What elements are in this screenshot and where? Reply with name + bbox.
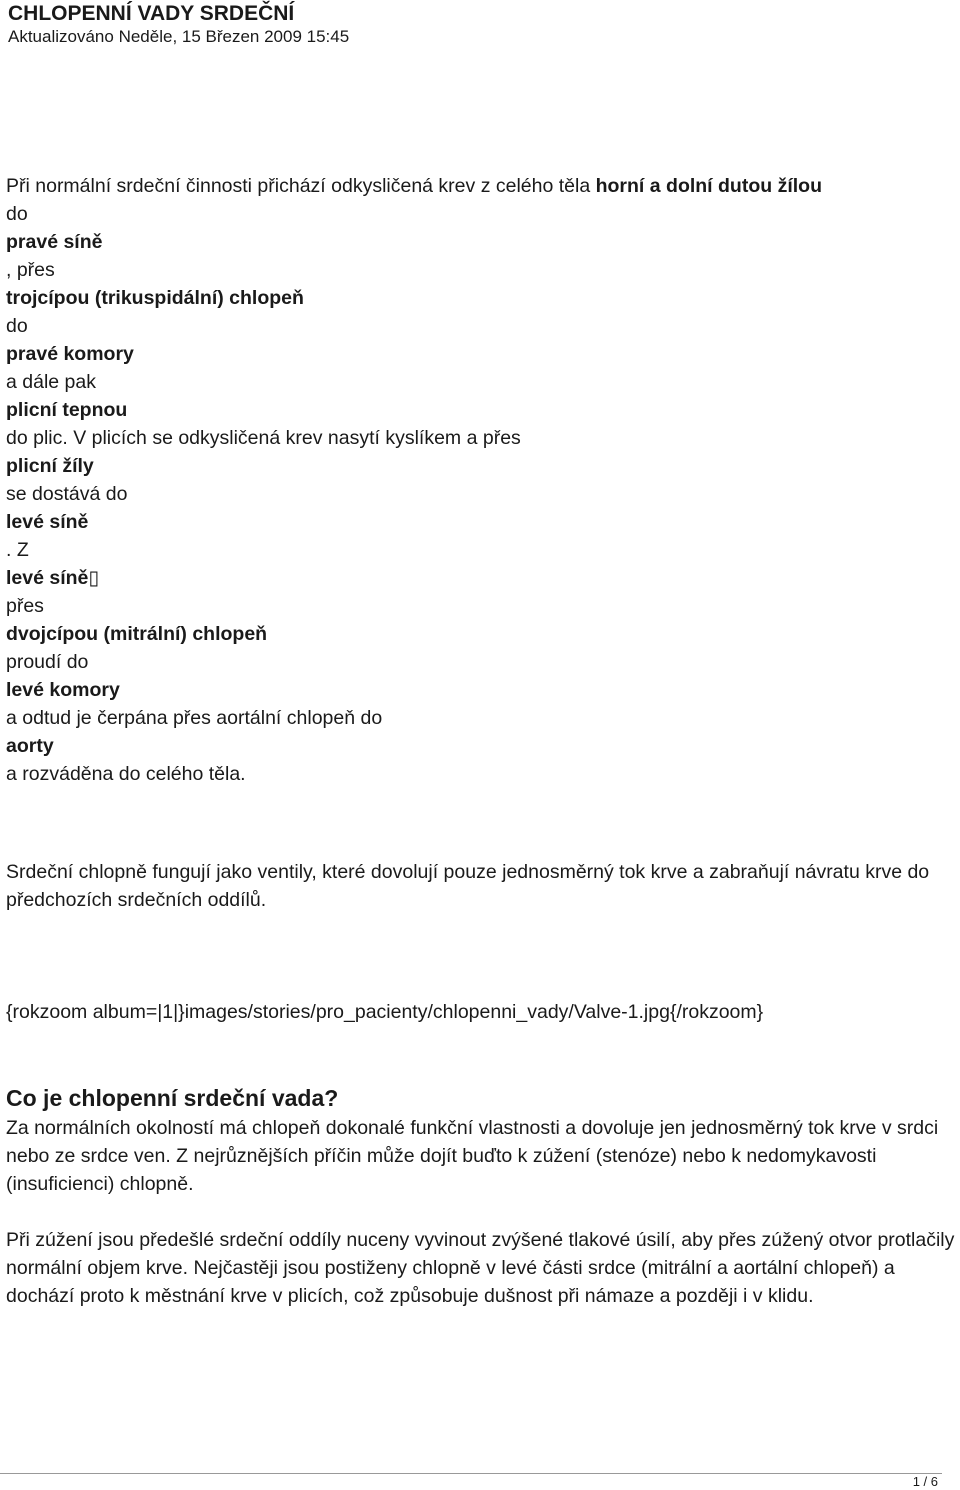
flow-line-10: do plic. V plicích se odkysličená krev nasytí kyslíkem a přes — [6, 427, 521, 449]
footer-divider — [0, 1473, 942, 1474]
flow-line-4: , přes — [6, 259, 55, 281]
document-header — [8, 2, 349, 48]
flow-line-22: a rozváděna do celého těla. — [6, 763, 246, 785]
flow-term-pulmonary-veins: plicní žíly — [6, 455, 94, 477]
flow-term-right-atrium: pravé síně — [6, 231, 103, 253]
article-body — [6, 172, 956, 1310]
normal-valve-paragraph: Za normálních okolností má chlopeň dokonalé funkční vlastnosti a dovoluje jen jednosměrný tok krve v srdci nebo ze srdce ven. Z nejrůznějších příčin může dojít buďto k zúžení (stenóze) nebo k nedomykavosti (insuficienci) chlopně. — [6, 1117, 939, 1195]
flow-line-18: proudí do — [6, 651, 89, 673]
flow-term-tricuspid-valve: trojcípou (trikuspidální) chlopeň — [6, 287, 304, 309]
flow-line-20: a odtud je čerpána přes aortální chlopeň do — [6, 707, 383, 729]
flow-line-1 — [6, 172, 956, 200]
flow-term-right-ventricle: pravé komory — [6, 343, 134, 365]
stenosis-paragraph: Při zúžení jsou předešlé srdeční oddíly nuceny vyvinout zvýšené tlakové úsilí, aby přes zúžený otvor protlačily normální objem krve. Nejčastěji jsou postiženy chlopně v levé části srdce (mitrální a aortální chlopeň) a dochází proto k městnání krve v plicích, což způsobuje dušnost při námaze a později i v klidu. — [6, 1229, 955, 1307]
flow-term-vena-cava: horní a dolní dutou žílou — [595, 175, 822, 197]
flow-line-14: . Z — [6, 539, 29, 561]
flow-line-16: přes — [6, 595, 44, 617]
flow-term-pulmonary-artery: plicní tepnou — [6, 399, 128, 421]
document-title: CHLOPENNÍ VADY SRDEČNÍ — [8, 2, 295, 25]
flow-term-aorta: aorty — [6, 735, 54, 757]
flow-term-left-atrium-2: levé síně — [6, 567, 89, 589]
flow-intro-text: Při normální srdeční činnosti přichází odkysličená krev z celého těla — [6, 175, 596, 197]
flow-term-mitral-valve: dvojcípou (mitrální) chlopeň — [6, 623, 268, 645]
flow-term-left-ventricle: levé komory — [6, 679, 120, 701]
updated-date: Aktualizováno Neděle, 15 Březen 2009 15:45 — [8, 27, 350, 46]
flow-line-15 — [6, 564, 956, 592]
flow-line-6: do — [6, 315, 28, 337]
missing-glyph: ▯ — [88, 567, 100, 589]
section-heading: Co je chlopenní srdeční vada? — [6, 1085, 339, 1111]
flow-line-2: do — [6, 203, 28, 225]
blood-flow-description — [6, 172, 956, 788]
rokzoom-placeholder: {rokzoom album=|1|}images/stories/pro_pacienty/chlopenni_vady/Valve-1.jpg{/rokzoom} — [6, 1001, 764, 1023]
flow-line-8: a dále pak — [6, 371, 96, 393]
flow-line-12: se dostává do — [6, 483, 128, 505]
valves-paragraph: Srdeční chlopně fungují jako ventily, které dovolují pouze jednosměrný tok krve a zabraňují návratu krve do předchozích srdečních oddílů. — [6, 861, 930, 911]
page-number: 1 / 6 — [912, 1474, 938, 1489]
flow-term-left-atrium: levé síně — [6, 511, 89, 533]
